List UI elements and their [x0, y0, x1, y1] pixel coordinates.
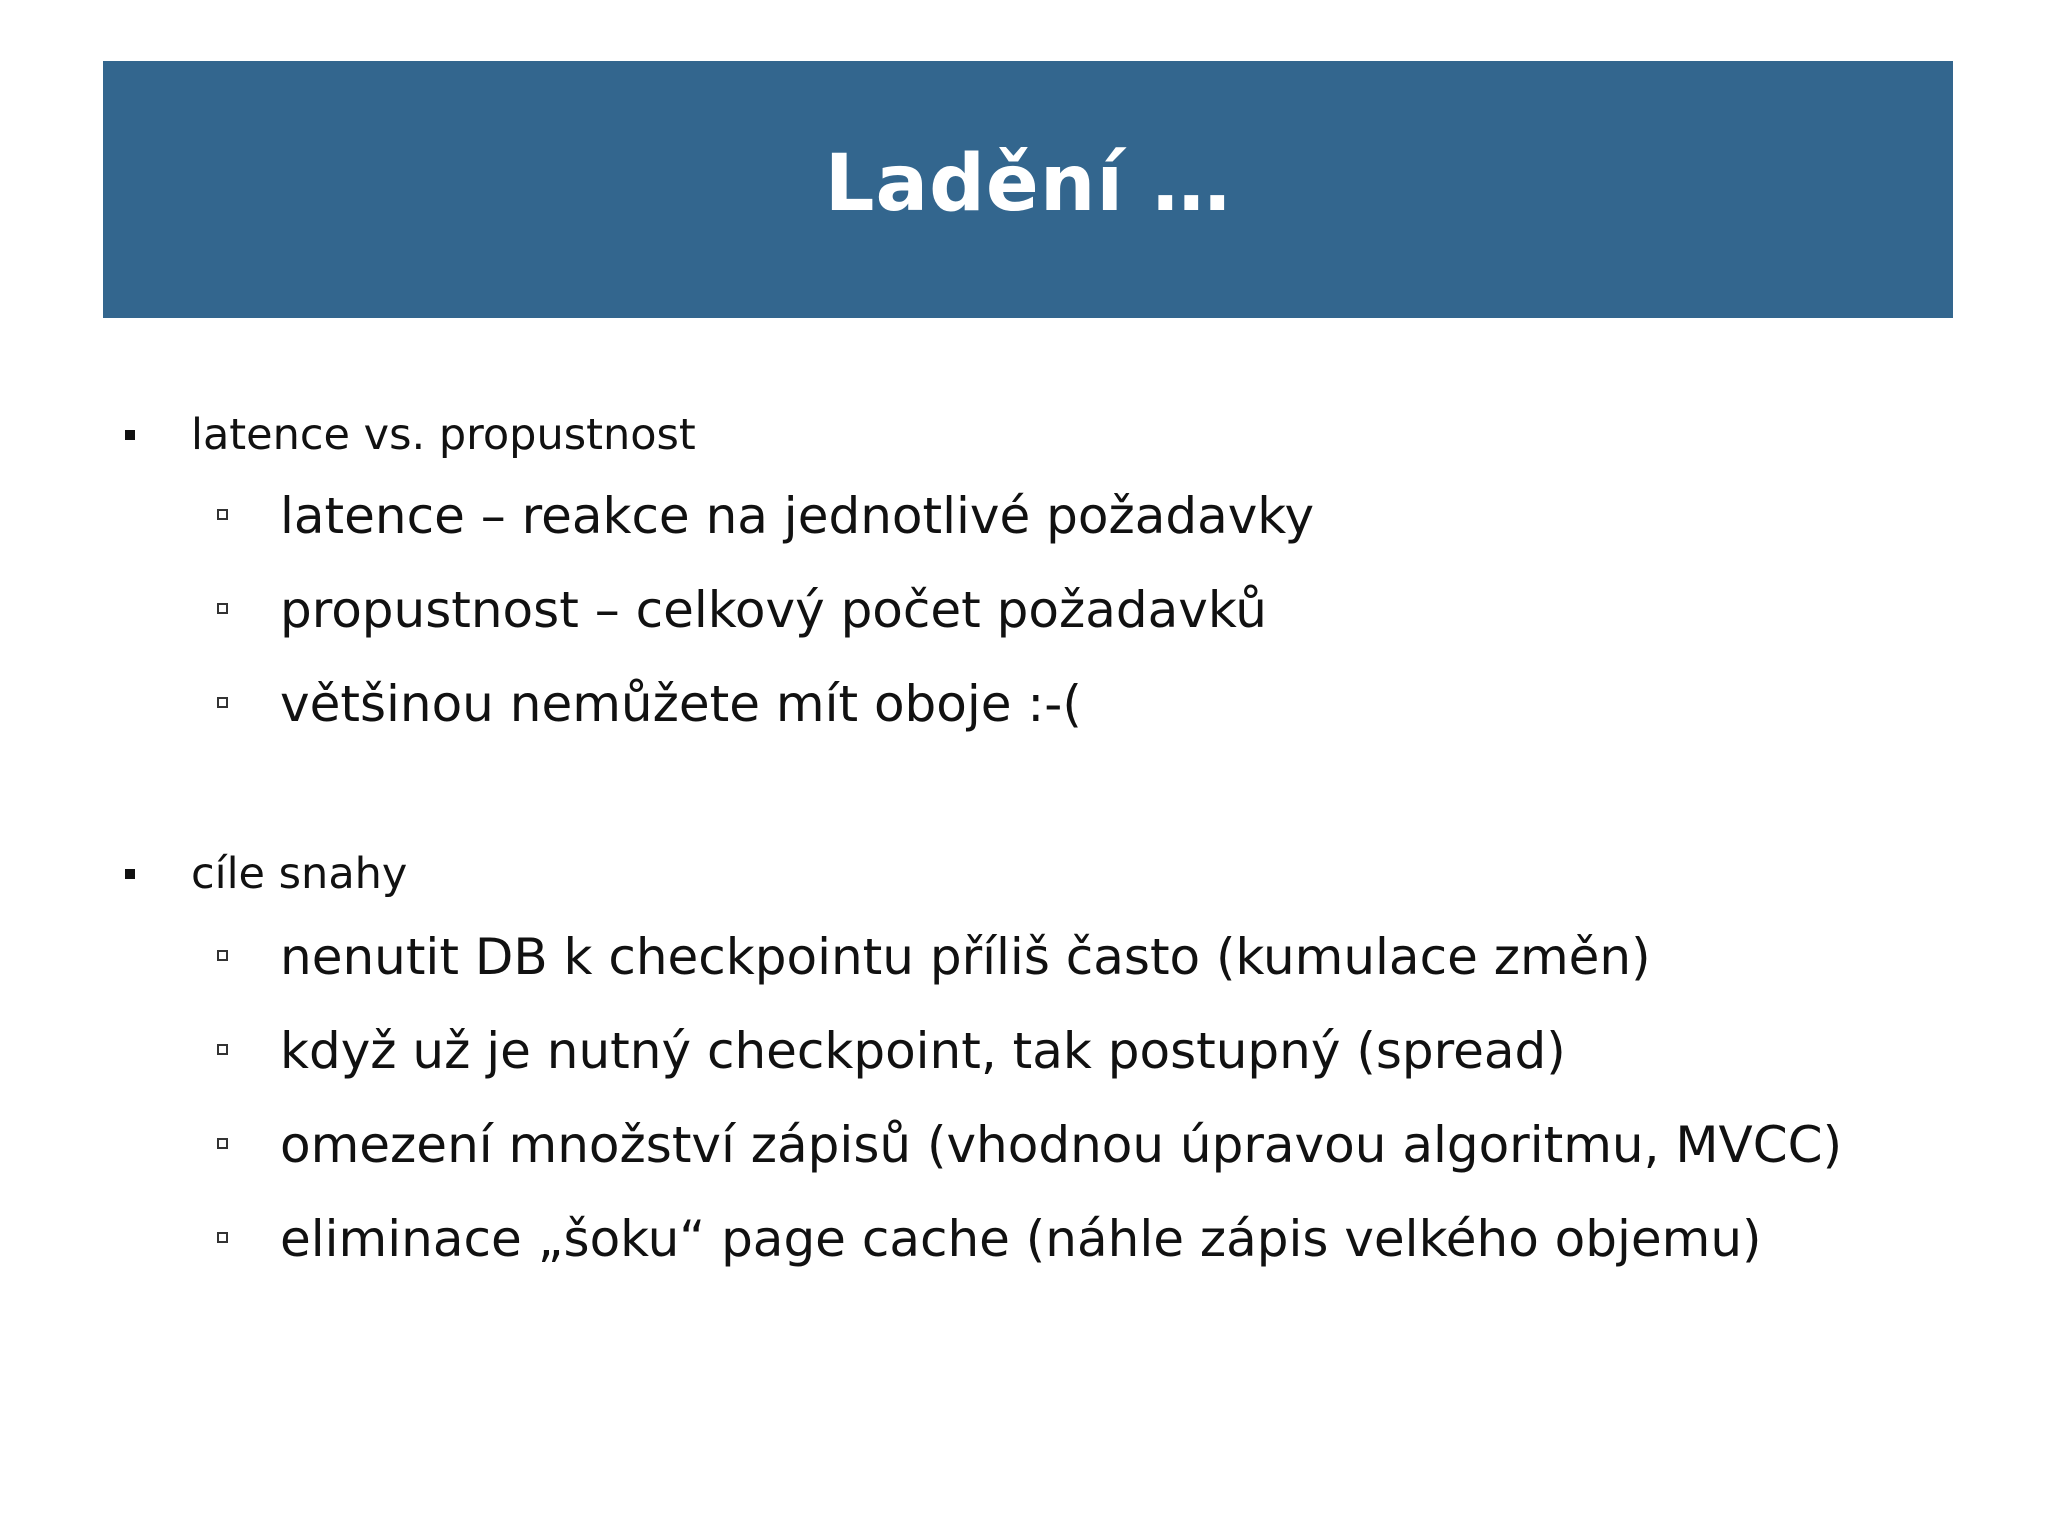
bullet-square-icon — [125, 869, 135, 879]
hollow-square-bullet-icon — [217, 509, 228, 520]
bullet-square-icon — [125, 430, 135, 440]
hollow-square-bullet-icon — [217, 1044, 228, 1055]
hollow-square-bullet-icon — [217, 1232, 228, 1243]
hollow-square-bullet-icon — [217, 603, 228, 614]
hollow-square-bullet-icon — [217, 1138, 228, 1149]
title-bar — [103, 61, 1953, 318]
hollow-square-bullet-icon — [217, 950, 228, 961]
list-item: když už je nutný checkpoint, tak postupný (spread) — [280, 1022, 1566, 1080]
hollow-square-bullet-icon — [217, 697, 228, 708]
section-heading: cíle snahy — [191, 849, 408, 899]
slide-title: Ladění … — [824, 138, 1232, 229]
list-item: eliminace „šoku“ page cache (náhle zápis velkého objemu) — [280, 1210, 1762, 1268]
list-item: většinou nemůžete mít oboje :-( — [280, 675, 1082, 733]
list-item: propustnost – celkový počet požadavků — [280, 581, 1267, 639]
list-item: nenutit DB k checkpointu příliš často (kumulace změn) — [280, 928, 1651, 986]
list-item: omezení množství zápisů (vhodnou úpravou algoritmu, MVCC) — [280, 1116, 1843, 1174]
section-heading: latence vs. propustnost — [191, 410, 696, 460]
list-item: latence – reakce na jednotlivé požadavky — [280, 487, 1315, 545]
